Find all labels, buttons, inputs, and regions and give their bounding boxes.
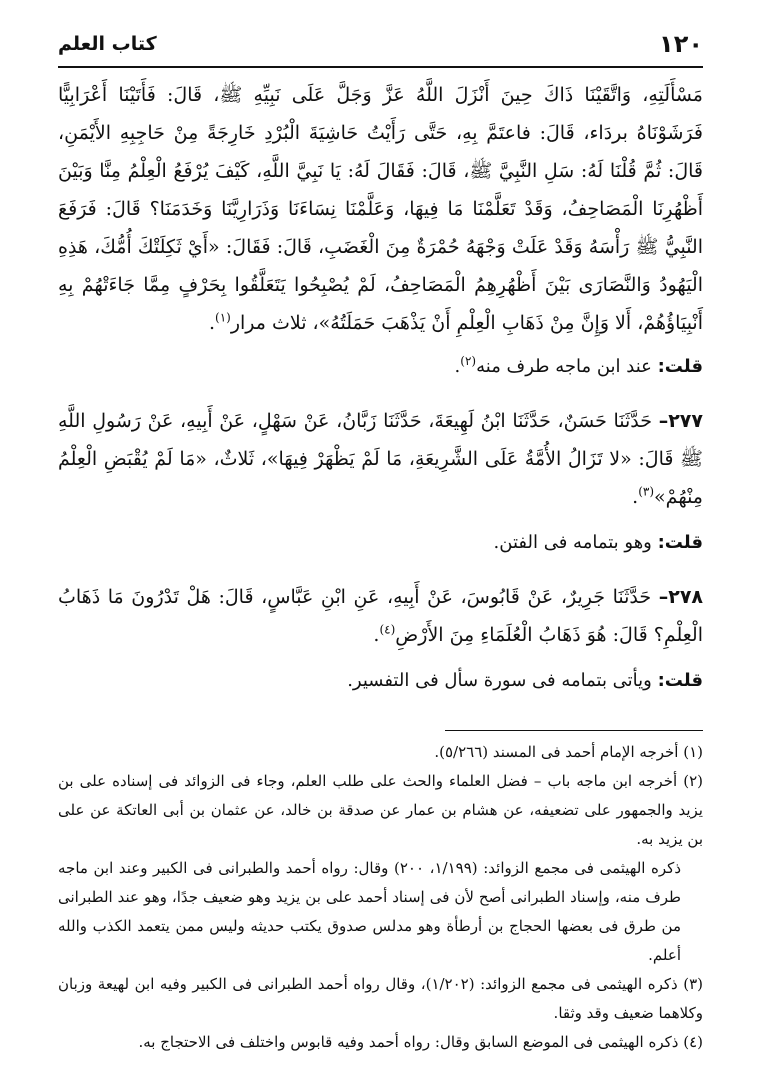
footnote-number: (١) xyxy=(683,743,703,761)
footnote-ref-2: (٢) xyxy=(460,354,477,368)
hadith-278-text: حَدَّثَنَا جَرِيرٌ، عَنْ قَابُوسَ، عَنْ أَبِيهِ، عَنِ ابْنِ عَبَّاسٍ، قَالَ: هَلْ تَدْرُونَ مَا ذَهَابُ الْعِلْمِ؟ قَالَ: هُوَ ذَهَابُ الْعُلَمَاءِ مِنَ الأَرْضِ xyxy=(58,586,703,646)
footnote-text: أخرجه الإمام أحمد فى المسند (٥/٢٦٦). xyxy=(434,743,679,761)
footnote-text: ذكره الهيثمى فى مجمع الزوائد: (١/٢٠٢)، وقال رواه أحمد الطبرانى فى الكبير وفيه ابن لهيعة وزبان وكلاهما ضعيف وقد وثقا. xyxy=(58,975,703,1022)
header-rule xyxy=(58,66,703,68)
note-qult-3 xyxy=(58,666,703,696)
hadith-277: ٢٧٧– حَدَّثَنَا حَسَنٌ، حَدَّثَنَا ابْنُ لَهِيعَةَ، حَدَّثَنَا زَبَّانُ، عَنْ سَهْلٍ، عَنْ أَبِيهِ، عَنْ رَسُولِ اللَّهِ ﷺ قَالَ: «لا تَزَالُ الأُمَّةُ عَلَى الشَّرِيعَةِ، مَا لَمْ يَظْهَرْ فِيهَا»، ثَلاثٌ، «مَا لَمْ يُقْبَضِ الْعِلْمُ مِنْهُمْ»$^{(٣)}$. xyxy=(58,410,703,508)
footnote-text: ذكره الهيثمى فى الموضع السابق وقال: رواه أحمد وفيه قابوس واختلف فى الاحتجاج به. xyxy=(138,1033,679,1051)
qult-label: قلت: xyxy=(657,670,703,691)
main-text xyxy=(58,76,703,696)
footnote-ref-3: (٣) xyxy=(638,484,655,499)
footnotes xyxy=(58,738,703,1057)
hadith-number-278: ٢٧٨– xyxy=(658,586,704,608)
footnote-4 xyxy=(58,1028,703,1057)
hadith-continuation-text: مَسْأَلَتِهِ، وَاتَّقَيْنَا ذَاكَ حِينَ أَنْزَلَ اللَّهُ عَزَّ وَجَلَّ عَلَى نَبِيِّهِ ﷺ، قَالَ: فَأَتَيْنَا أَعْرَابِيًّا فَرَشَوْنَاهُ بردَاء، قَالَ: فاعتَمَّ بِهِ، حَتَّى رَأَيْتُ حَاشِيَةَ الْبُرْدِ خَارِجَةً مِنْ حَاجِبِهِ الأَيْمَنِ، قَالَ: ثُمَّ قُلْنَا لَهُ: سَلِ النَّبِيَّ ﷺ، قَالَ: فَقَالَ لَهُ: يَا نَبِيَّ اللَّهِ، كَيْفَ يُرْفَعُ الْعِلْمُ مِنَّا وَبَيْنَ أَظْهُرِنَا الْمَصَاحِفُ، وَقَدْ تَعَلَّمْنَا مَا فِيهَا، وَعَلَّمْنَا نِسَاءَنَا وَذَرَارِيَّنَا وَخَدَمَنَا؟ قَالَ: فَرَفَعَ النَّبِيُّ ﷺ رَأْسَهُ وَقَدْ عَلَتْ وَجْهَهُ حُمْرَةٌ مِنَ الْغَضَبِ، قَالَ: فَقَالَ: «أَيْ ثَكِلَتْكَ أُمُّكَ، هَذِهِ الْيَهُودُ وَالنَّصَارَى بَيْنَ أَظْهُرِهِمُ الْمَصَاحِفُ، لَمْ يُصْبِحُوا يَتَعَلَّقُوا بِحَرْفٍ مِمَّا جَاءَتْهُمْ بِهِ أَنْبِيَاؤُهُمْ، أَلا وَإِنَّ مِنْ ذَهَابِ الْعِلْمِ أَنْ يَذْهَبَ حَمَلَتُهُ»، ثلاث مرار xyxy=(58,84,703,334)
footnote-text: أخرجه ابن ماجه باب – فضل العلماء والحث على طلب العلم، وجاء فى الزوائد فى إسناده على بن يزيد والجمهور على تضعيفه، عن هشام بن عمار عن صدقة بن خالد، عن عثمان بن أبى العاتكة عن على بن يزيد به. xyxy=(58,772,703,848)
footnote-1 xyxy=(58,738,703,767)
qult-text: عند ابن ماجه طرف منه xyxy=(476,356,652,377)
hadith-continuation: مَسْأَلَتِهِ، وَاتَّقَيْنَا ذَاكَ حِينَ أَنْزَلَ اللَّهُ عَزَّ وَجَلَّ عَلَى نَبِيِّهِ ﷺ، قَالَ: فَأَتَيْنَا أَعْرَابِيًّا فَرَشَوْنَاهُ بردَاء، قَالَ: فاعتَمَّ بِهِ، حَتَّى رَأَيْتُ حَاشِيَةَ الْبُرْدِ خَارِجَةً مِنْ حَاجِبِهِ الأَيْمَنِ، قَالَ: ثُمَّ قُلْنَا لَهُ: سَلِ النَّبِيَّ ﷺ، قَالَ: فَقَالَ لَهُ: يَا نَبِيَّ اللَّهِ، كَيْفَ يُرْفَعُ الْعِلْمُ مِنَّا وَبَيْنَ أَظْهُرِنَا الْمَصَاحِفُ، وَقَدْ تَعَلَّمْنَا مَا فِيهَا، وَعَلَّمْنَا نِسَاءَنَا وَذَرَارِيَّنَا وَخَدَمَنَا؟ قَالَ: فَرَفَعَ النَّبِيُّ ﷺ رَأْسَهُ وَقَدْ عَلَتْ وَجْهَهُ حُمْرَةٌ مِنَ الْغَضَبِ، قَالَ: فَقَالَ: «أَيْ ثَكِلَتْكَ أُمُّكَ، هَذِهِ الْيَهُودُ وَالنَّصَارَى بَيْنَ أَظْهُرِهِمُ الْمَصَاحِفُ، لَمْ يُصْبِحُوا يَتَعَلَّقُوا بِحَرْفٍ مِمَّا جَاءَتْهُمْ بِهِ أَنْبِيَاؤُهُمْ، أَلا وَإِنَّ مِنْ ذَهَابِ الْعِلْمِ أَنْ يَذْهَبَ حَمَلَتُهُ»، ثلاث مرار$^{(١)}$. xyxy=(58,84,703,334)
qult-label: قلت: xyxy=(657,532,703,553)
note-qult-2 xyxy=(58,528,703,558)
qult-label: قلت: xyxy=(657,356,703,377)
page-number: ١٢٠ xyxy=(659,30,703,58)
footnote-2 xyxy=(58,767,703,854)
footnote-separator xyxy=(445,730,703,731)
footnote-3 xyxy=(58,970,703,1028)
footnote-ref-4: (٤) xyxy=(379,622,396,637)
book-title: كتاب العلم xyxy=(58,33,157,55)
qult-text: ويأتى بتمامه فى سورة سأل فى التفسير. xyxy=(347,670,652,691)
hadith-278: ٢٧٨– حَدَّثَنَا جَرِيرٌ، عَنْ قَابُوسَ، عَنْ أَبِيهِ، عَنِ ابْنِ عَبَّاسٍ، قَالَ: هَلْ تَدْرُونَ مَا ذَهَابُ الْعِلْمِ؟ قَالَ: هُوَ ذَهَابُ الْعُلَمَاءِ مِنَ الأَرْضِ$^{(٤)}$. xyxy=(58,586,704,646)
footnote-number: (٢) xyxy=(683,772,703,790)
footnote-ref-1: (١) xyxy=(215,310,231,325)
footnote-2-continued xyxy=(58,854,703,970)
footnote-text: ذكره الهيثمى فى مجمع الزوائد: (١/١٩٩، ٢٠٠) وقال: رواه أحمد والطبرانى فى الكبير وعند ابن ماجه طرف منه، وإسناد الطبرانى أصح لأن فى إسناد أحمد على بن يزيد وهو ضعيف جدًا، وهو عند الطبرانى من طرق فى بعضها الحجاج بن أرطأة وهو مدلس صدوق يكتب حديثه وليس ممن يتعمد الكذب والله أعلم. xyxy=(58,859,681,964)
hadith-number-277: ٢٧٧– xyxy=(658,410,703,432)
page-header xyxy=(58,26,703,62)
hadith-277-text: حَدَّثَنَا حَسَنٌ، حَدَّثَنَا ابْنُ لَهِيعَةَ، حَدَّثَنَا زَبَّانُ، عَنْ سَهْلٍ، عَنْ أَبِيهِ، عَنْ رَسُولِ اللَّهِ ﷺ قَالَ: «لا تَزَالُ الأُمَّةُ عَلَى الشَّرِيعَةِ، مَا لَمْ يَظْهَرْ فِيهَا»، ثَلاثٌ، «مَا لَمْ يُقْبَضِ الْعِلْمُ مِنْهُمْ» xyxy=(58,410,703,508)
footnote-number: (٣) xyxy=(683,975,703,993)
qult-text: وهو بتمامه فى الفتن. xyxy=(493,532,652,553)
footnote-number: (٤) xyxy=(683,1033,703,1051)
note-qult-1: قلت: عند ابن ماجه طرف منه$^{(٢)}$. xyxy=(454,354,703,377)
